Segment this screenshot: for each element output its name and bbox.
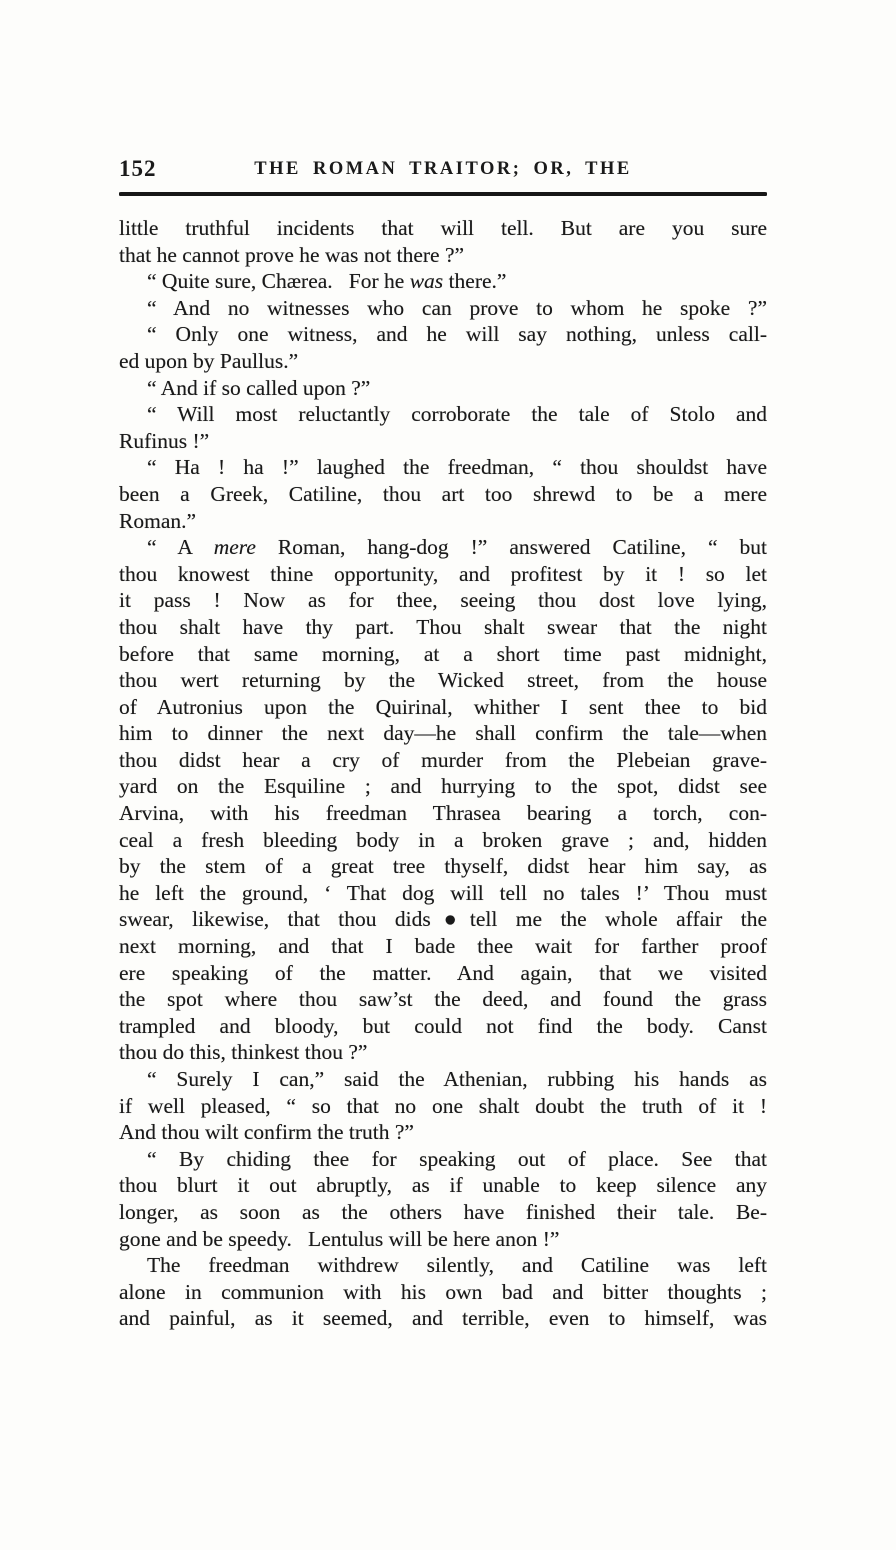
page-body	[119, 215, 767, 1332]
text-segment: and painful, as it seemed, and terrible, even to himself, was	[119, 1306, 767, 1331]
text-line	[119, 1199, 767, 1226]
text-line	[119, 1279, 767, 1306]
text-line	[119, 641, 767, 668]
paragraph	[119, 454, 767, 534]
text-segment: thou knowest thine opportunity, and profitest by it ! so let	[119, 561, 767, 586]
paragraph	[119, 321, 767, 374]
text-line	[119, 1305, 767, 1332]
text-segment: the spot where thou saw’st the deed, and found the grass	[119, 987, 767, 1012]
text-line	[119, 348, 767, 375]
text-segment: The freedman withdrew silently, and Catiline was left	[147, 1253, 767, 1278]
text-segment: “ A	[147, 535, 214, 560]
text-segment: little truthful incidents that will tell. But are you sure	[119, 216, 767, 240]
text-segment: And thou wilt confirm the truth ?”	[119, 1120, 414, 1145]
text-line	[119, 268, 767, 295]
text-line	[119, 295, 767, 322]
text-line	[119, 1172, 767, 1199]
text-segment: thou didst hear a cry of murder from the Plebeian grave-	[119, 747, 767, 772]
text-line	[119, 215, 767, 242]
text-segment: thou blurt it out abruptly, as if unable to keep silence any	[119, 1173, 767, 1198]
text-line	[119, 561, 767, 588]
italic-text: mere	[213, 535, 256, 560]
paragraph	[119, 1252, 767, 1332]
text-segment: if well pleased, “ so that no one shalt doubt the truth of it !	[119, 1093, 767, 1118]
italic-text: was	[409, 269, 444, 294]
text-segment: “ Ha ! ha !” laughed the freedman, “ thou shouldst have	[147, 455, 767, 480]
text-line	[119, 720, 767, 747]
text-segment: before that same morning, at a short time past midnight,	[119, 641, 767, 666]
text-line	[119, 587, 767, 614]
text-segment: swear, likewise, that thou dids●tell me the whole affair the	[119, 907, 767, 932]
page-number: 152	[119, 156, 157, 181]
text-segment: Rufinus !”	[119, 428, 210, 453]
text-line	[119, 1119, 767, 1146]
text-line	[119, 827, 767, 854]
paragraph	[119, 1066, 767, 1146]
text-line	[119, 747, 767, 774]
text-line	[119, 242, 767, 269]
header-rule	[119, 192, 767, 196]
text-segment: there.”	[443, 269, 507, 294]
text-line	[119, 906, 767, 933]
text-line	[119, 508, 767, 535]
text-line	[119, 1066, 767, 1093]
text-segment: trampled and bloody, but could not find the body. Canst	[119, 1013, 767, 1038]
text-segment: he left the ground, ‘ That dog will tell no tales !’ Thou must	[119, 880, 767, 905]
text-segment: “ Quite sure, Chærea. For he	[147, 269, 410, 294]
text-segment: “ Will most reluctantly corroborate the tale of Stolo and	[147, 402, 767, 427]
text-segment: been a Greek, Catiline, thou art too shrewd to be a mere	[119, 481, 767, 506]
text-line	[119, 1252, 767, 1279]
text-line	[119, 800, 767, 827]
running-title: THE ROMAN TRAITOR; OR, THE	[254, 159, 632, 179]
text-line	[119, 481, 767, 508]
text-block	[119, 156, 767, 1332]
text-segment: “ Surely I can,” said the Athenian, rubbing his hands as	[147, 1067, 767, 1091]
text-line	[119, 454, 767, 481]
text-segment: that he cannot prove he was not there ?”	[119, 242, 465, 267]
text-line	[119, 1146, 767, 1173]
text-segment: him to dinner the next day—he shall confirm the tale—when	[119, 721, 767, 746]
paragraph	[119, 215, 767, 268]
text-segment: gone and be speedy. Lentulus will be here anon !”	[119, 1226, 560, 1251]
text-line	[119, 986, 767, 1013]
text-line	[119, 853, 767, 880]
paragraph	[119, 375, 767, 402]
text-line	[119, 401, 767, 428]
text-line	[119, 1039, 767, 1066]
text-line	[119, 694, 767, 721]
text-line	[119, 534, 767, 561]
text-segment: “ And if so called upon ?”	[147, 375, 371, 400]
text-segment: “ By chiding thee for speaking out of place. See that	[147, 1146, 767, 1171]
text-line	[119, 1093, 767, 1120]
text-segment: by the stem of a great tree thyself, didst hear him say, as	[119, 854, 767, 879]
text-segment: next morning, and that I bade thee wait for farther proof	[119, 934, 767, 959]
text-segment: thou do this, thinkest thou ?”	[119, 1040, 368, 1065]
text-segment: it pass ! Now as for thee, seeing thou dost love lying,	[119, 588, 767, 613]
paragraph	[119, 401, 767, 454]
text-line	[119, 375, 767, 402]
text-segment: longer, as soon as the others have finished their tale. Be-	[119, 1199, 767, 1224]
text-segment: ed upon by Paullus.”	[119, 348, 299, 373]
text-segment: alone in communion with his own bad and bitter thoughts ;	[119, 1279, 767, 1304]
paragraph	[119, 1146, 767, 1252]
text-segment: “ Only one witness, and he will say nothing, unless call-	[147, 322, 767, 347]
text-line	[119, 960, 767, 987]
text-segment: Roman.”	[119, 508, 197, 533]
text-line	[119, 428, 767, 455]
text-line	[119, 1013, 767, 1040]
text-segment: ere speaking of the matter. And again, that we visited	[119, 960, 767, 985]
text-line	[119, 933, 767, 960]
text-line	[119, 773, 767, 800]
text-line	[119, 614, 767, 641]
text-segment: thou shalt have thy part. Thou shalt swear that the night	[119, 614, 767, 639]
paragraph	[119, 534, 767, 1066]
text-segment: thou wert returning by the Wicked street, from the house	[119, 668, 767, 693]
text-line	[119, 667, 767, 694]
text-segment: ceal a fresh bleeding body in a broken grave ; and, hidden	[119, 827, 767, 852]
paragraph	[119, 268, 767, 295]
text-segment: yard on the Esquiline ; and hurrying to the spot, didst see	[119, 774, 767, 799]
text-segment: Arvina, with his freedman Thrasea bearing a torch, con-	[119, 801, 767, 826]
text-segment: Roman, hang-dog !” answered Catiline, “ but	[255, 535, 767, 560]
text-segment: “ And no witnesses who can prove to whom he spoke ?”	[147, 295, 767, 320]
text-segment: of Autronius upon the Quirinal, whither I sent thee to bid	[119, 694, 767, 719]
text-line	[119, 1226, 767, 1253]
text-line	[119, 321, 767, 348]
paragraph	[119, 295, 767, 322]
text-line	[119, 880, 767, 907]
page-header	[119, 156, 767, 186]
